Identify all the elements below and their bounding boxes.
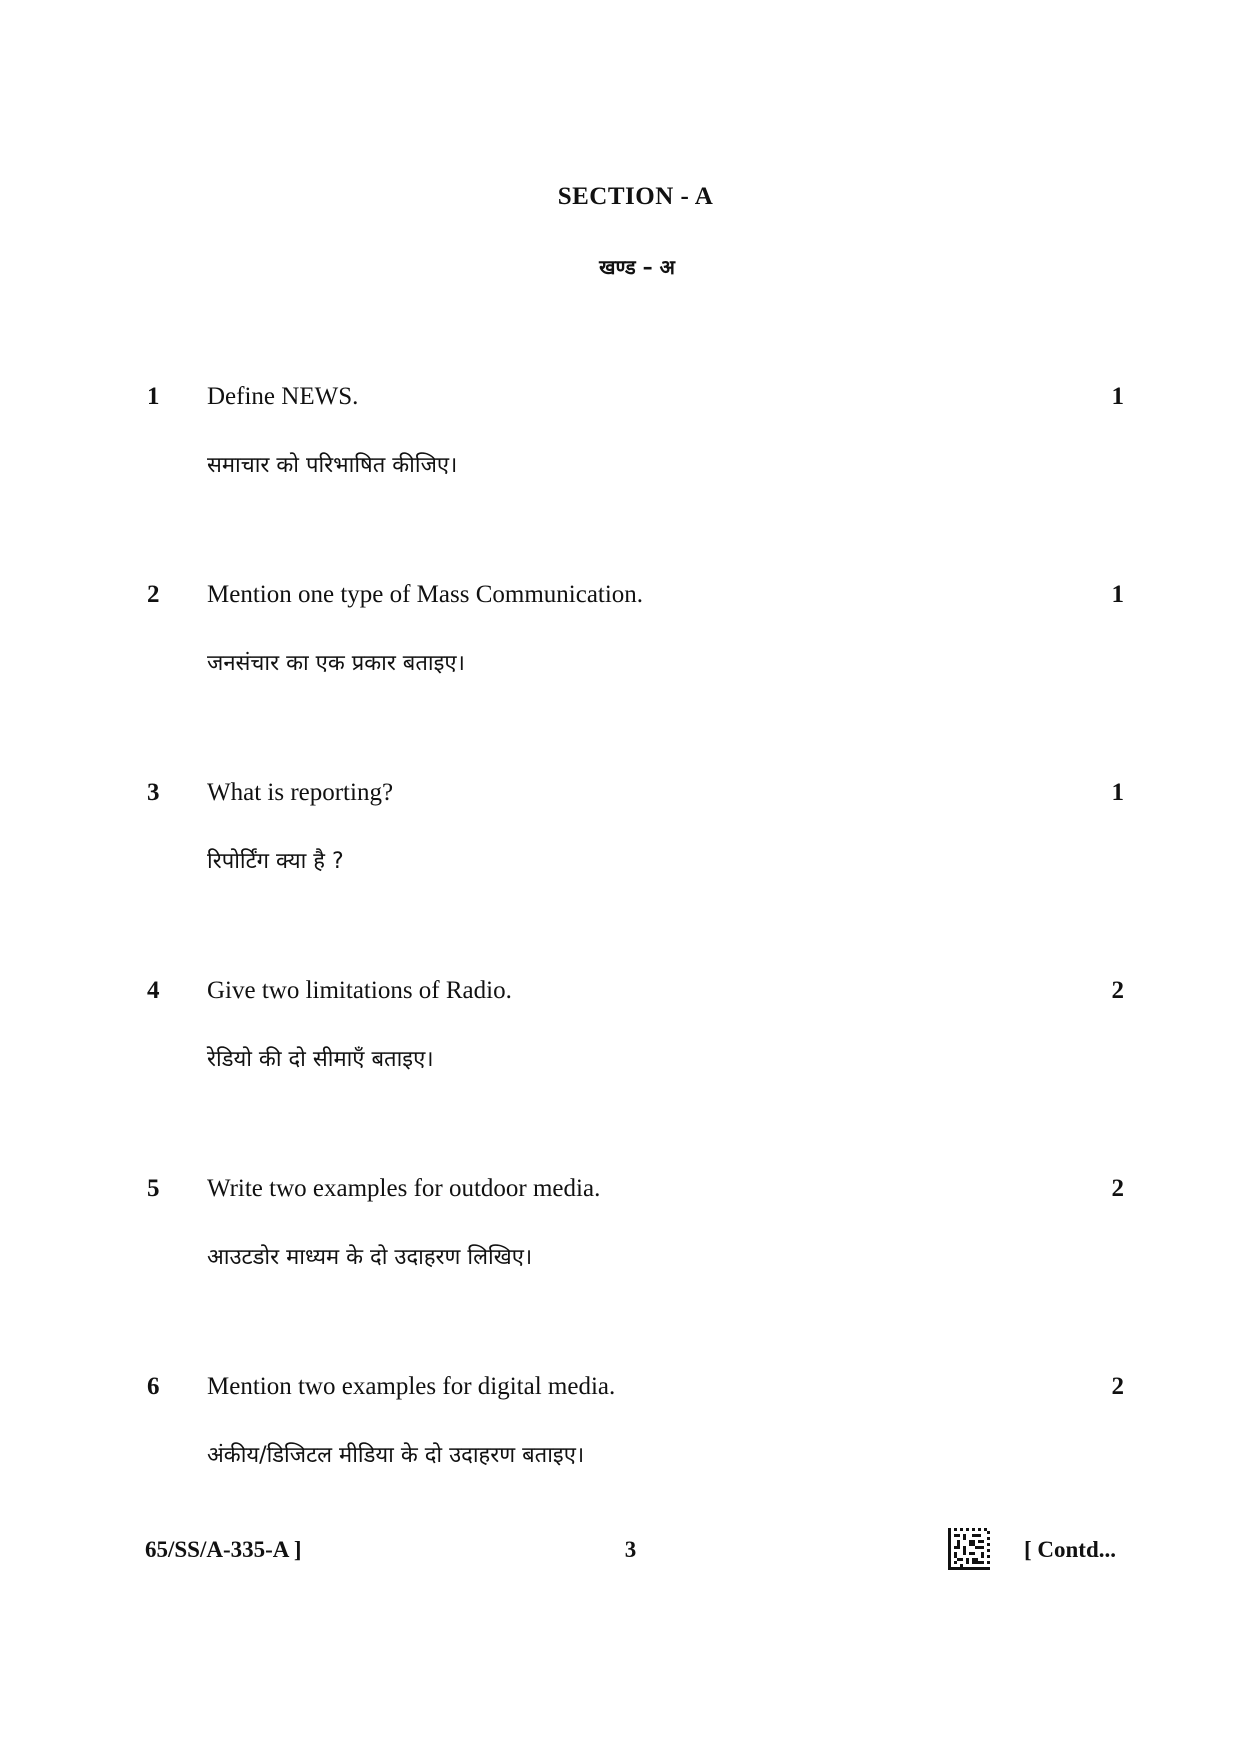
question-marks: 1 <box>1111 779 1124 806</box>
continued-label: [ Contd... <box>1024 1537 1117 1562</box>
question-text-english: Write two examples for outdoor media. <box>207 1175 601 1202</box>
question-number: 6 <box>147 1373 160 1400</box>
question-number: 1 <box>147 383 160 410</box>
section-title: SECTION - A <box>557 183 714 210</box>
question-text-english: Give two limitations of Radio. <box>207 977 512 1004</box>
question-text-english: Define NEWS. <box>207 383 359 410</box>
question-number: 2 <box>147 581 160 608</box>
question-text-english: Mention two examples for digital media. <box>207 1373 616 1400</box>
page-number: 3 <box>624 1537 637 1562</box>
question-number: 3 <box>147 779 160 806</box>
question-text-hindi: आउटडोर माध्यम के दो उदाहरण लिखिए। <box>207 1245 533 1270</box>
question-number: 5 <box>147 1175 160 1202</box>
question-text-english: Mention one type of Mass Communication. <box>207 581 644 608</box>
question-6 <box>0 1373 1240 1483</box>
question-text-hindi: अंकीय/डिजिटल मीडिया के दो उदाहरण बताइए। <box>207 1443 585 1468</box>
paper-code: 65/SS/A-335-A ] <box>145 1537 302 1562</box>
question-5 <box>0 1175 1240 1285</box>
question-text-hindi: जनसंचार का एक प्रकार बताइए। <box>207 651 465 676</box>
question-number: 4 <box>147 977 160 1004</box>
question-marks: 1 <box>1111 383 1124 410</box>
question-3 <box>0 779 1240 889</box>
question-marks: 1 <box>1111 581 1124 608</box>
section-title-hindi: खण्ड – अ <box>599 255 675 279</box>
question-text-hindi: समाचार को परिभाषित कीजिए। <box>207 453 458 478</box>
qr-code-icon <box>948 1528 990 1570</box>
question-2 <box>0 581 1240 691</box>
question-text-english: What is reporting? <box>207 779 394 806</box>
question-4 <box>0 977 1240 1087</box>
question-marks: 2 <box>1111 977 1124 1004</box>
question-text-hindi: रेडियो की दो सीमाएँ बताइए। <box>207 1047 434 1072</box>
question-marks: 2 <box>1111 1175 1124 1202</box>
question-text-hindi: रिपोर्टिंग क्या है ? <box>207 849 344 874</box>
question-1 <box>0 383 1240 493</box>
question-marks: 2 <box>1111 1373 1124 1400</box>
